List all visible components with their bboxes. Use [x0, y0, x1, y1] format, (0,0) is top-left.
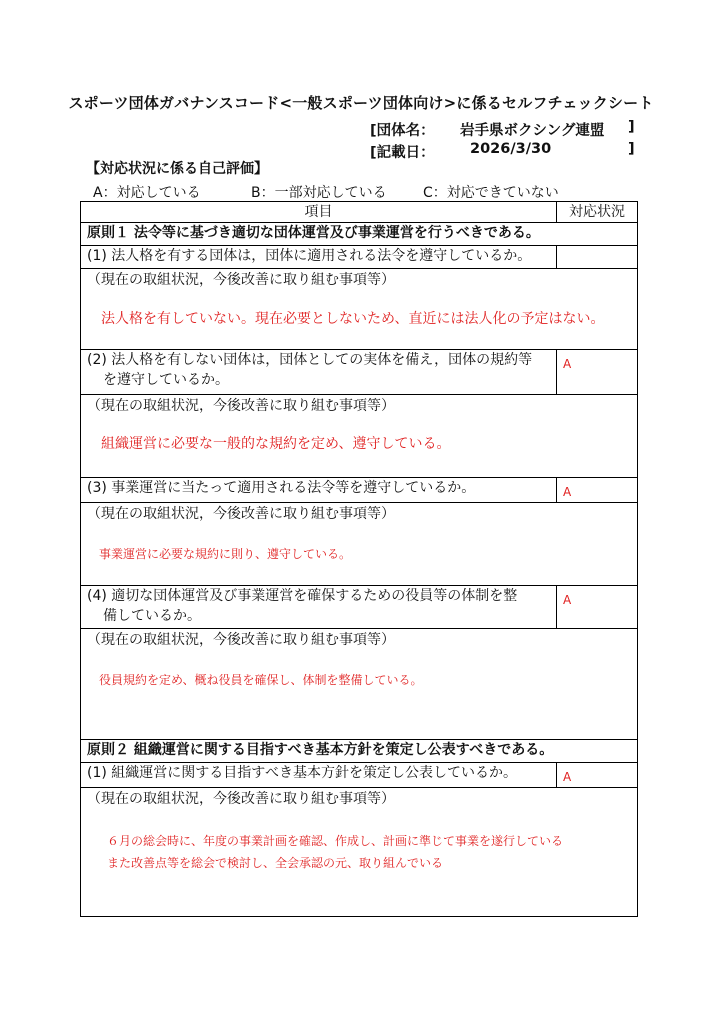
p1-q2-note: [81, 395, 638, 478]
table-row: [81, 629, 638, 740]
date-line: [370, 141, 635, 162]
table-row: [81, 586, 638, 629]
p1-q1-text: (1) 法人格を有する団体は，団体に適用される法令を遵守しているか。: [81, 246, 557, 269]
org-name-value: 岩手県ボクシング連盟: [460, 123, 605, 139]
note-caption: （現在の取組状況，今後改善に取り組む事項等）: [87, 632, 395, 648]
table-row: [81, 350, 638, 395]
header-status: 対応状況: [557, 202, 638, 223]
p2-q1-answer-line1: ６月の総会時に、年度の事業計画を確認、作成し、計画に準じて事業を遂行している: [107, 834, 564, 848]
note-caption: （現在の取組状況，今後改善に取り組む事項等）: [87, 791, 395, 807]
p1-q1-answer: 法人格を有していない。現在必要としないため、直近には法人化の予定はない。: [101, 311, 605, 327]
date-label: [記載日：: [370, 145, 435, 161]
header-item: 項目: [81, 202, 557, 223]
p1-q2-text: (2) 法人格を有しない団体は，団体としての実体を備え，団体の規約等 を遵守しているか。: [81, 350, 557, 395]
note-caption: （現在の取組状況，今後改善に取り組む事項等）: [87, 272, 395, 288]
date-close: ]: [628, 141, 635, 157]
p1-q4-status: A: [557, 586, 638, 629]
legend-c: C：対応できていない: [423, 185, 559, 201]
p2-q1-text: (1) 組織運営に関する目指すべき基本方針を策定し公表しているか。: [81, 763, 557, 788]
table-row: [81, 788, 638, 917]
table-row: [81, 246, 638, 269]
p2-q1-answer-line2: また改善点等を総会で検討し、全会承認の元、取り組んでいる: [107, 856, 444, 870]
note-caption: （現在の取組状況，今後改善に取り組む事項等）: [87, 506, 395, 522]
principle-1-title: 原則１ 法令等に基づき適切な団体運営及び事業運営を行うべきである。: [81, 223, 638, 246]
org-name-label: [団体名：: [370, 123, 435, 139]
p1-q4-text: (4) 適切な団体運営及び事業運営を確保するための役員等の体制を整 備しているか。: [81, 586, 557, 629]
p1-q3-answer: 事業運営に必要な規約に則り、遵守している。: [99, 547, 352, 561]
self-check-table: [80, 201, 638, 917]
p1-q2-answer: 組織運営に必要な一般的な規約を定め、遵守している。: [101, 436, 451, 452]
p1-q1-note: [81, 269, 638, 350]
principle-2-row: [81, 740, 638, 763]
legend-b: B：一部対応している: [251, 185, 387, 201]
p1-q3-status: A: [557, 478, 638, 503]
p2-q1-note: [81, 788, 638, 917]
p1-q1-status: [557, 246, 638, 269]
principle-2-title: 原則２ 組織運営に関する目指すべき基本方針を策定し公表すべきである。: [81, 740, 638, 763]
p1-q4-answer: 役員規約を定め、概ね役員を確保し、体制を整備している。: [99, 673, 423, 687]
p1-q4-note: [81, 629, 638, 740]
org-name-line: [370, 119, 635, 140]
org-name-close: ]: [628, 119, 635, 135]
self-evaluation-title: 【対応状況に係る自己評価】: [86, 161, 268, 177]
table-row: [81, 395, 638, 478]
table-row: [81, 478, 638, 503]
sheet-title: スポーツ団体ガバナンスコード<一般スポーツ団体向け>に係るセルフチェックシート: [68, 94, 654, 112]
principle-1-row: [81, 223, 638, 246]
p1-q2-status: A: [557, 350, 638, 395]
date-value: 2026/3/30: [470, 141, 552, 157]
legend-a: A：対応している: [93, 185, 201, 201]
table-row: [81, 269, 638, 350]
table-row: [81, 503, 638, 586]
table-row: [81, 763, 638, 788]
note-caption: （現在の取組状況，今後改善に取り組む事項等）: [87, 398, 395, 414]
p1-q3-text: (3) 事業運営に当たって適用される法令等を遵守しているか。: [81, 478, 557, 503]
p1-q3-note: [81, 503, 638, 586]
p2-q1-status: A: [557, 763, 638, 788]
table-header: [81, 202, 638, 223]
